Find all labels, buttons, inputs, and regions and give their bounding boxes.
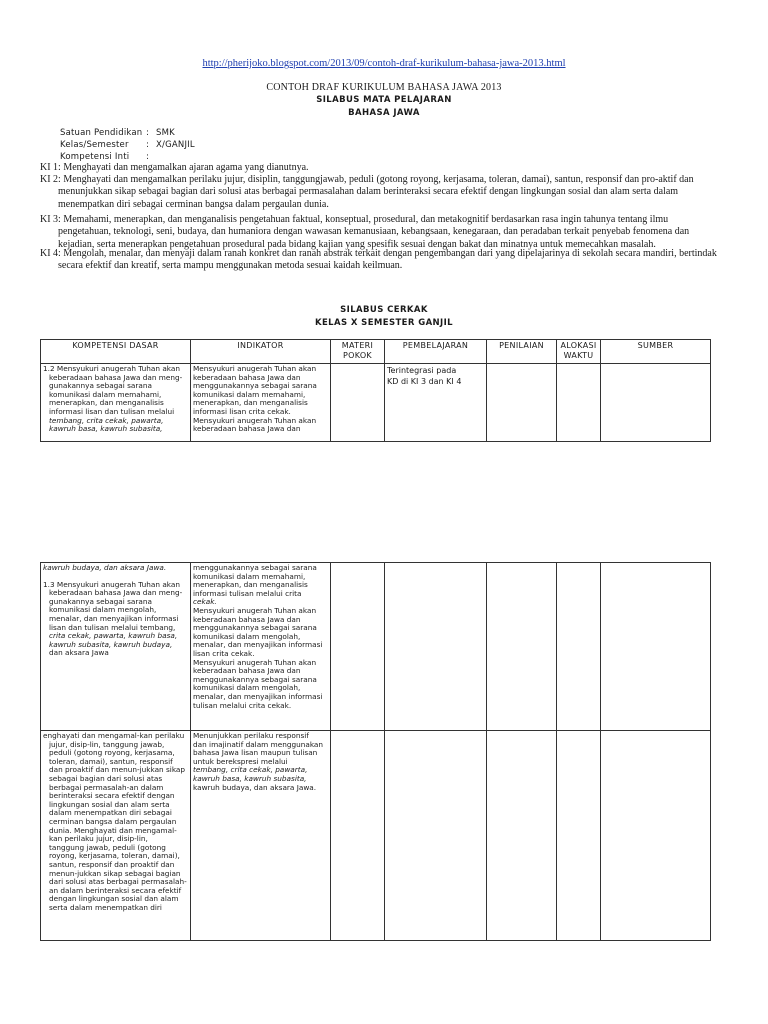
pembelajaran-cell [385, 563, 487, 731]
cell-line: enghayati dan mengamal-kan perilaku [43, 731, 185, 740]
table-row [41, 364, 711, 442]
ki-line: menempatkan diri sebagai cerminan bangsa dalam pergaulan dunia. [58, 198, 329, 210]
header-kompetensi-dasar: KOMPETENSI DASAR [41, 340, 191, 364]
meta-row-satuan [60, 127, 195, 139]
table-header-row [41, 340, 711, 364]
cell-line: peduli (gotong royong, kerjasama, [49, 748, 175, 758]
header-alokasi-waktu [557, 340, 601, 364]
ki-line: KI 2: Menghayati dan mengamalkan perilaku jujur, disiplin, tanggungjawab, peduli (gotong royong, kerjasama, toleran, damai), santun, responsif dan pro-aktif dan [40, 174, 694, 185]
cell-line: menalar, dan menyajikan informasi [193, 691, 323, 701]
school-meta [60, 127, 195, 163]
cell-line: menerapkan, dan menganalisis [193, 398, 308, 408]
materi-cell [331, 731, 385, 941]
header-sumber: SUMBER [601, 340, 711, 364]
sumber-cell [601, 563, 711, 731]
kd-cell [41, 563, 191, 731]
cell-line: menalar, dan menyajikan informasi [49, 613, 179, 623]
materi-cell [331, 364, 385, 442]
cell-line: kawruh budaya, dan aksara Jawa. [43, 563, 167, 572]
cell-line: komunikasi dalam memahami, [193, 571, 306, 581]
cell-line: crita cekak, pawarta, kawruh basa, [49, 631, 178, 641]
cell-line: informasi lisan dan tulisan melalui [49, 406, 175, 416]
cell-line: cekak. [193, 597, 217, 607]
cell-line: menerapkan, dan menganalisis [49, 398, 164, 408]
table-row [41, 563, 711, 731]
cell-line: untuk berekspresi melalui [193, 756, 288, 766]
materi-cell [331, 563, 385, 731]
cell-line: menun-jukkan sikap sebagai bagian [49, 868, 181, 878]
ki-line: pengetahuan, teknologi, seni, budaya, dan humaniora dengan wawasan kemanusiaan, kebangsaan, kenegaraan, dan peradaban terkait penyebab fenomena dan [58, 226, 690, 238]
ki-3 [40, 214, 720, 251]
meta-value: SMK [156, 128, 175, 138]
sumber-cell [601, 731, 711, 941]
cell-line: tanggung jawab, peduli (gotong [49, 842, 166, 852]
syllabus-heading: SILABUS MATA PELAJARAN [316, 95, 452, 105]
ki-line: KI 3: Memahami, menerapkan, dan menganalisis pengetahuan faktual, konseptual, prosedural, dan metakognitif berdasarkan rasa ingin tahunya tentang ilmu [40, 214, 669, 225]
meta-key: Kompetensi Inti [60, 152, 130, 162]
cell-line: kawruh basa, kawruh subasita, [49, 424, 163, 434]
cell-line: komunikasi dalam memahami, [49, 389, 162, 399]
header-materi-pokok [331, 340, 385, 364]
document-title: CONTOH DRAF KURIKULUM BAHASA JAWA 2013 [266, 82, 502, 93]
cell-line: kawruh budaya, dan aksara Jawa. [193, 782, 317, 792]
meta-key: Satuan Pendidikan [60, 128, 143, 138]
meta-row-kelas [60, 139, 195, 151]
cell-line: informasi lisan crita cekak. [193, 406, 291, 416]
penilaian-cell [487, 563, 557, 731]
header-text: ALOKASI [560, 341, 597, 350]
ki-1 [40, 162, 720, 174]
cell-line: menalar, dan menyajikan informasi [193, 640, 323, 650]
cell-line: keberadaan bahasa Jawa dan [193, 372, 301, 382]
ki-line: secara efektif dan kreatif, serta mampu menggunakan metoda sesuai kaidah keilmuan. [58, 260, 403, 272]
cell-line: komunikasi dalam mengolah, [49, 605, 157, 615]
header-pembelajaran: PEMBELAJARAN [385, 340, 487, 364]
meta-key: Kelas/Semester [60, 140, 129, 150]
cell-line: an dalam berinteraksi secara efektif [49, 885, 182, 895]
ki-line: menunjukkan sikap sebagai bagian dari solusi atas berbagai permasalahan dalam berinteraksi secara efektif dengan lingkungan sosial dan alam serta dalam [58, 186, 679, 198]
header-penilaian: PENILAIAN [487, 340, 557, 364]
cell-line: menerapkan, dan menganalisis [193, 580, 308, 590]
cell-line: dari solusi atas berbagai permasalah- [49, 877, 187, 887]
indikator-cell [191, 563, 331, 731]
cell-line: dan proaktif dan menun-jukkan sikap [49, 765, 186, 775]
cell-line: kawruh basa, kawruh subasita, [193, 773, 307, 783]
table-row [41, 731, 711, 941]
ki-2 [40, 174, 720, 211]
cell-line: Mensyukuri anugerah Tuhan akan [193, 605, 317, 615]
cell-line: dalam menempatkan diri sebagai [49, 808, 172, 818]
cell-line: keberadaan bahasa Jawa dan [193, 666, 301, 676]
alokasi-cell [557, 563, 601, 731]
header-text: POKOK [343, 351, 372, 360]
cell-line: serta dalam menempatkan diri [49, 902, 162, 912]
sumber-cell [601, 364, 711, 442]
kd-cell [41, 731, 191, 941]
ki-line: kejadian, serta menerapkan pengetahuan prosedural pada bidang kajian yang spesifik sesuai dengan bakat dan minatnya untuk memecahkan masalah. [58, 238, 656, 250]
cell-line: berinteraksi secara efektif dengan [49, 791, 175, 801]
cell-line: keberadaan bahasa Jawa dan meng- [49, 372, 183, 382]
silabus-title: SILABUS CERKAK [340, 305, 428, 315]
cell-line: komunikasi dalam mengolah, [193, 683, 301, 693]
silabus-table-page2 [40, 562, 711, 941]
cell-line: gunakannya sebagai sarana [49, 381, 152, 391]
cell-line: menggunakannya sebagai sarana [193, 563, 317, 572]
meta-separator: : [146, 128, 150, 138]
cell-line: lisan dan tulisan melalui tembang, [49, 622, 176, 632]
cell-line: gunakannya sebagai sarana [49, 596, 152, 606]
kd-cell [41, 364, 191, 442]
cell-line: Mensyukuri anugerah Tuhan akan [193, 657, 317, 667]
header-text: MATERI [341, 341, 374, 350]
cell-line: royong, kerjasama, toleran, damai), [49, 851, 180, 861]
cell-line: tembang, crita cekak, pawarta, [193, 765, 308, 775]
cell-line: dan aksara Jawa [49, 648, 109, 658]
cell-line: Mensyukuri anugerah Tuhan akan [193, 415, 317, 425]
cell-line: jujur, disip-lin, tanggung jawab, [49, 739, 165, 749]
cell-line: menggunakannya sebagai sarana [193, 623, 317, 633]
cell-line: menggunakannya sebagai sarana [193, 381, 317, 391]
cell-line: bahasa Jawa lisan maupun tulisan [193, 748, 318, 758]
cell-line: dunia. Menghayati dan mengamal- [49, 825, 177, 835]
cell-line: lingkungan sosial dan alam serta [49, 799, 170, 809]
silabus-table-page1 [40, 339, 711, 442]
cell-line: komunikasi dalam mengolah, [193, 631, 301, 641]
cell-line: lisan crita cekak. [193, 648, 255, 658]
source-url-link[interactable]: http://pherijoko.blogspot.com/2013/09/contoh-draf-kurikulum-bahasa-jawa-2013.html [202, 58, 566, 69]
ki-line: KI 1: Menghayati dan mengamalkan ajaran agama yang dianutnya. [40, 162, 309, 173]
header-indikator: INDIKATOR [191, 340, 331, 364]
meta-value: X/GANJIL [156, 140, 195, 150]
cell-line: 1.3 Mensyukuri anugerah Tuhan akan [43, 579, 180, 589]
cell-line: dengan lingkungan sosial dan alam [49, 894, 179, 904]
cell-line: 1.2 Mensyukuri anugerah Tuhan akan [43, 364, 180, 373]
cell-line: dan imajinatif dalam menggunakan [193, 739, 324, 749]
cell-line: tembang, crita cekak, pawarta, [49, 415, 164, 425]
penilaian-cell [487, 364, 557, 442]
cell-line: sebagai bagian dari solusi atas [49, 773, 163, 783]
silabus-subtitle: KELAS X SEMESTER GANJIL [314, 318, 453, 328]
ki-4 [40, 248, 720, 273]
cell-line: Terintegrasi pada [387, 366, 457, 375]
penilaian-cell [487, 731, 557, 941]
cell-line: cerminan bangsa dalam pergaulan [49, 816, 177, 826]
cell-line: berbagai permasalah-an dalam [49, 782, 164, 792]
header-text: WAKTU [563, 351, 594, 360]
subject-heading: BAHASA JAWA [348, 108, 420, 118]
cell-line: komunikasi dalam memahami, [193, 389, 306, 399]
cell-line: KD di KI 3 dan KI 4 [387, 377, 462, 386]
pembelajaran-cell [385, 364, 487, 442]
ki-line: KI 4: Mengolah, menalar, dan menyaji dalam ranah konkret dan ranah abstrak terkait dengan pengembangan dari yang dipelajarinya di sekolah secara mandiri, bertindak [40, 248, 717, 259]
indikator-cell [191, 364, 331, 442]
cell-line: toleran, damai), santun, responsif [49, 756, 173, 766]
cell-line: keberadaan bahasa Jawa dan [193, 424, 301, 434]
cell-line: Mensyukuri anugerah Tuhan akan [193, 364, 317, 373]
cell-line: informasi tulisan melalui crita [193, 588, 302, 598]
pembelajaran-cell [385, 731, 487, 941]
cell-line: menggunakannya sebagai sarana [193, 674, 317, 684]
cell-line: santun, responsif dan proaktif dan [49, 859, 175, 869]
cell-line: Menunjukkan perilaku responsif [193, 731, 309, 740]
alokasi-cell [557, 731, 601, 941]
cell-line: kan perilaku jujur, disip-lin, [49, 834, 148, 844]
meta-separator: : [146, 140, 150, 150]
alokasi-cell [557, 364, 601, 442]
cell-line: keberadaan bahasa Jawa dan meng- [49, 588, 183, 598]
indikator-cell [191, 731, 331, 941]
meta-separator: : [146, 152, 150, 162]
cell-line: kawruh subasita, kawruh budaya, [49, 639, 173, 649]
cell-line: tulisan melalui crita cekak. [193, 700, 292, 710]
cell-line: keberadaan bahasa Jawa dan [193, 614, 301, 624]
